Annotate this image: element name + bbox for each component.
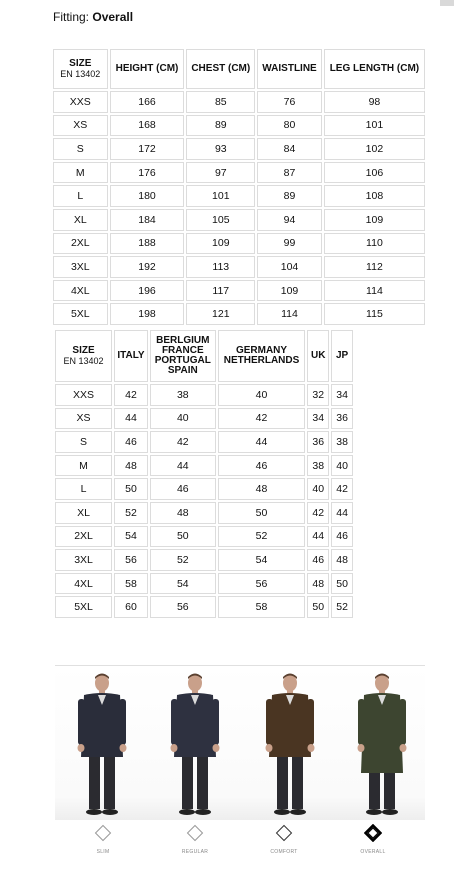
table-cell: 84: [257, 138, 322, 160]
table-row: [53, 162, 425, 184]
col-header-height: HEIGHT (CM): [110, 49, 185, 89]
table-row: [55, 408, 353, 430]
diamond-icon: [364, 824, 382, 842]
table-cell: 34: [331, 384, 353, 406]
col-header-jp: JP: [331, 330, 353, 382]
diamond-icon: [94, 824, 112, 842]
table-cell: 40: [150, 408, 216, 430]
table-cell: XL: [53, 209, 108, 231]
table-cell: 50: [331, 573, 353, 595]
table-cell: 89: [186, 115, 255, 137]
table-cell: 48: [150, 502, 216, 524]
table-cell: 42: [114, 384, 148, 406]
table-cell: 58: [114, 573, 148, 595]
table-cell: XS: [55, 408, 112, 430]
table-cell: 54: [114, 526, 148, 548]
table-cell: 46: [307, 549, 329, 571]
table-cell: 166: [110, 91, 185, 113]
table-cell: 101: [186, 185, 255, 207]
table-cell: 114: [324, 280, 425, 302]
table-cell: 109: [186, 233, 255, 255]
table-row: [55, 526, 353, 548]
table-cell: 38: [331, 431, 353, 453]
table-cell: 104: [257, 256, 322, 278]
table-row: [53, 280, 425, 302]
table-cell: 52: [114, 502, 148, 524]
table-cell: 58: [218, 596, 306, 618]
table-cell: 42: [218, 408, 306, 430]
table-cell: L: [55, 478, 112, 500]
table-row: [53, 303, 425, 325]
table-cell: 98: [324, 91, 425, 113]
table-cell: 102: [324, 138, 425, 160]
model-figure-slim: [72, 671, 132, 816]
table-cell: 50: [150, 526, 216, 548]
table-cell: 56: [150, 596, 216, 618]
table-cell: 109: [324, 209, 425, 231]
table-row: [55, 431, 353, 453]
table-cell: 76: [257, 91, 322, 113]
table-cell: 97: [186, 162, 255, 184]
table-cell: 50: [307, 596, 329, 618]
table-cell: 112: [324, 256, 425, 278]
model-figure-comfort: [260, 671, 320, 816]
table-cell: 46: [114, 431, 148, 453]
table-cell: 46: [331, 526, 353, 548]
fitting-label: Fitting:: [53, 10, 90, 24]
table-cell: 44: [331, 502, 353, 524]
table-cell: 40: [307, 478, 329, 500]
table-cell: 188: [110, 233, 185, 255]
col-header-size: SIZE EN 13402: [53, 49, 108, 89]
table-cell: 50: [114, 478, 148, 500]
table-cell: 172: [110, 138, 185, 160]
fit-option-label: SLIM: [96, 849, 110, 855]
table-cell: 3XL: [53, 256, 108, 278]
size-chart-conversions: [53, 328, 355, 620]
col-header-belgium-france-portugal-spain: BERLGIUM FRANCE PORTUGAL SPAIN: [150, 330, 216, 382]
table-cell: XXS: [53, 91, 108, 113]
table-cell: 115: [324, 303, 425, 325]
table-row: [53, 115, 425, 137]
table-header-row: [55, 330, 353, 382]
table-cell: 54: [150, 573, 216, 595]
table-cell: 3XL: [55, 549, 112, 571]
table-cell: 42: [307, 502, 329, 524]
table-cell: 36: [331, 408, 353, 430]
table-cell: 198: [110, 303, 185, 325]
table-cell: 38: [150, 384, 216, 406]
col-header-size: SIZE EN 13402: [55, 330, 112, 382]
scrollbar-thumb[interactable]: [440, 0, 454, 6]
table-row: [53, 185, 425, 207]
table-cell: 2XL: [53, 233, 108, 255]
fitting-value: Overall: [92, 10, 134, 24]
model-figure-overall: [352, 671, 412, 816]
diamond-icon: [275, 824, 293, 842]
table-cell: 34: [307, 408, 329, 430]
table-cell: L: [53, 185, 108, 207]
table-cell: 80: [257, 115, 322, 137]
table-cell: 48: [218, 478, 306, 500]
size-standard-sub: EN 13402: [63, 355, 104, 366]
table-cell: 4XL: [55, 573, 112, 595]
diamond-icon: [186, 824, 204, 842]
table-cell: 36: [307, 431, 329, 453]
table-cell: 184: [110, 209, 185, 231]
table-cell: 48: [114, 455, 148, 477]
table-row: [55, 455, 353, 477]
table-row: [53, 91, 425, 113]
col-header-waistline: WAISTLINE: [257, 49, 322, 89]
table-cell: 2XL: [55, 526, 112, 548]
col-header-germany-netherlands: GERMANY NETHERLANDS: [218, 330, 306, 382]
table-cell: 106: [324, 162, 425, 184]
table-cell: 60: [114, 596, 148, 618]
table-row: [53, 233, 425, 255]
table-cell: 192: [110, 256, 185, 278]
fit-option-overall[interactable]: [343, 824, 403, 855]
table-row: [53, 138, 425, 160]
table-cell: 87: [257, 162, 322, 184]
table-cell: 44: [218, 431, 306, 453]
fit-models-image: [55, 665, 425, 820]
table-cell: 105: [186, 209, 255, 231]
table-cell: 180: [110, 185, 185, 207]
table-cell: 108: [324, 185, 425, 207]
table-cell: 101: [324, 115, 425, 137]
fit-option-label: OVERALL: [360, 849, 386, 855]
fit-option-comfort[interactable]: [254, 824, 314, 855]
table-row: [55, 384, 353, 406]
table-cell: 109: [257, 280, 322, 302]
table-cell: 110: [324, 233, 425, 255]
table-cell: 50: [218, 502, 306, 524]
table-cell: 113: [186, 256, 255, 278]
table-cell: XS: [53, 115, 108, 137]
table-cell: 44: [114, 408, 148, 430]
table-cell: 52: [150, 549, 216, 571]
table-cell: 85: [186, 91, 255, 113]
table-cell: M: [53, 162, 108, 184]
table-cell: 46: [150, 478, 216, 500]
table-cell: 94: [257, 209, 322, 231]
table-row: [55, 549, 353, 571]
table-row: [55, 478, 353, 500]
table-cell: 40: [218, 384, 306, 406]
table-cell: 56: [218, 573, 306, 595]
table-cell: 54: [218, 549, 306, 571]
fit-option-regular[interactable]: [165, 824, 225, 855]
table-cell: 121: [186, 303, 255, 325]
table-cell: 168: [110, 115, 185, 137]
table-row: [55, 596, 353, 618]
fitting-heading: [53, 10, 133, 24]
table-cell: 48: [331, 549, 353, 571]
fit-option-label: COMFORT: [270, 849, 298, 855]
table-cell: 117: [186, 280, 255, 302]
table-header-row: [53, 49, 425, 89]
table-cell: M: [55, 455, 112, 477]
fit-option-label: REGULAR: [181, 849, 209, 855]
table-cell: XL: [55, 502, 112, 524]
col-header-uk: UK: [307, 330, 329, 382]
table-row: [53, 256, 425, 278]
table-cell: 52: [218, 526, 306, 548]
model-figure-regular: [165, 671, 225, 816]
table-cell: 56: [114, 549, 148, 571]
table-row: [53, 209, 425, 231]
col-header-chest: CHEST (CM): [186, 49, 255, 89]
table-cell: 4XL: [53, 280, 108, 302]
table-cell: 44: [150, 455, 216, 477]
table-cell: 40: [331, 455, 353, 477]
table-cell: 114: [257, 303, 322, 325]
size-chart-measurements: [51, 47, 427, 327]
table-cell: S: [53, 138, 108, 160]
table-cell: 52: [331, 596, 353, 618]
col-header-italy: ITALY: [114, 330, 148, 382]
table-cell: XXS: [55, 384, 112, 406]
table-cell: 5XL: [53, 303, 108, 325]
table-cell: 176: [110, 162, 185, 184]
table-cell: 93: [186, 138, 255, 160]
table-cell: 48: [307, 573, 329, 595]
table-cell: 99: [257, 233, 322, 255]
table-cell: 89: [257, 185, 322, 207]
fit-option-slim[interactable]: [73, 824, 133, 855]
table-cell: 42: [150, 431, 216, 453]
table-cell: S: [55, 431, 112, 453]
table-row: [55, 573, 353, 595]
table-cell: 42: [331, 478, 353, 500]
table-cell: 38: [307, 455, 329, 477]
col-header-leg-length: LEG LENGTH (CM): [324, 49, 425, 89]
table-row: [55, 502, 353, 524]
size-standard-sub: EN 13402: [60, 68, 101, 79]
table-cell: 5XL: [55, 596, 112, 618]
table-cell: 44: [307, 526, 329, 548]
table-cell: 196: [110, 280, 185, 302]
table-cell: 46: [218, 455, 306, 477]
fit-selector: [55, 824, 425, 854]
table-cell: 32: [307, 384, 329, 406]
